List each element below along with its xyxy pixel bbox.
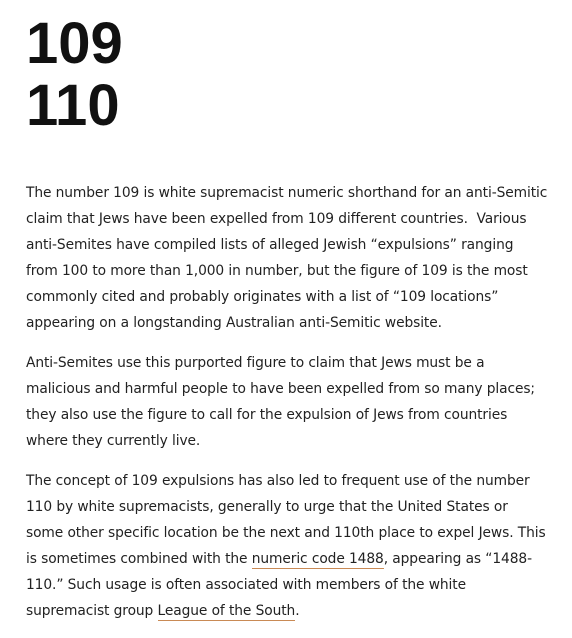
- paragraph-110-text-1: The concept of 109 expulsions has also led to frequent use of the number 110 by white supremacists, generally to urge that the United States or some other specific location be the next and 110th place to expel Jews. This is sometimes combined with the: [26, 473, 546, 567]
- title-line-109: 109: [26, 11, 123, 76]
- page-title: [26, 0, 548, 137]
- paragraph-purpose: Anti-Semites use this purported figure to claim that Jews must be a malicious and harmful people to have been expelled from so many places; they also use the figure to call for the expulsion of Jews from countries where they currently live.: [26, 355, 535, 449]
- paragraph-110: [26, 468, 548, 624]
- numeric-code-1488-link[interactable]: numeric code 1488: [251, 551, 384, 567]
- paragraph-intro: The number 109 is white supremacist numeric shorthand for an anti-Semitic claim that Jews have been expelled from 109 different countries. Various anti-Semites have compiled lists of alleged Jewish “expulsions” ranging from 100 to more than 1,000 in number, but the figure of 109 is the most commonly cited and probably originates with a list of “109 locations” appearing on a longstanding Australian anti-Semitic website.: [26, 185, 548, 331]
- title-line-110: 110: [26, 73, 120, 138]
- article-body: [26, 180, 548, 624]
- paragraph-110-text-3: .: [295, 603, 300, 619]
- paragraph-110-text-2: , appearing as “1488-110.” Such usage is often associated with members of the white supremacist group: [26, 551, 532, 619]
- league-of-the-south-link[interactable]: League of the South: [157, 603, 296, 619]
- article: [26, 0, 548, 638]
